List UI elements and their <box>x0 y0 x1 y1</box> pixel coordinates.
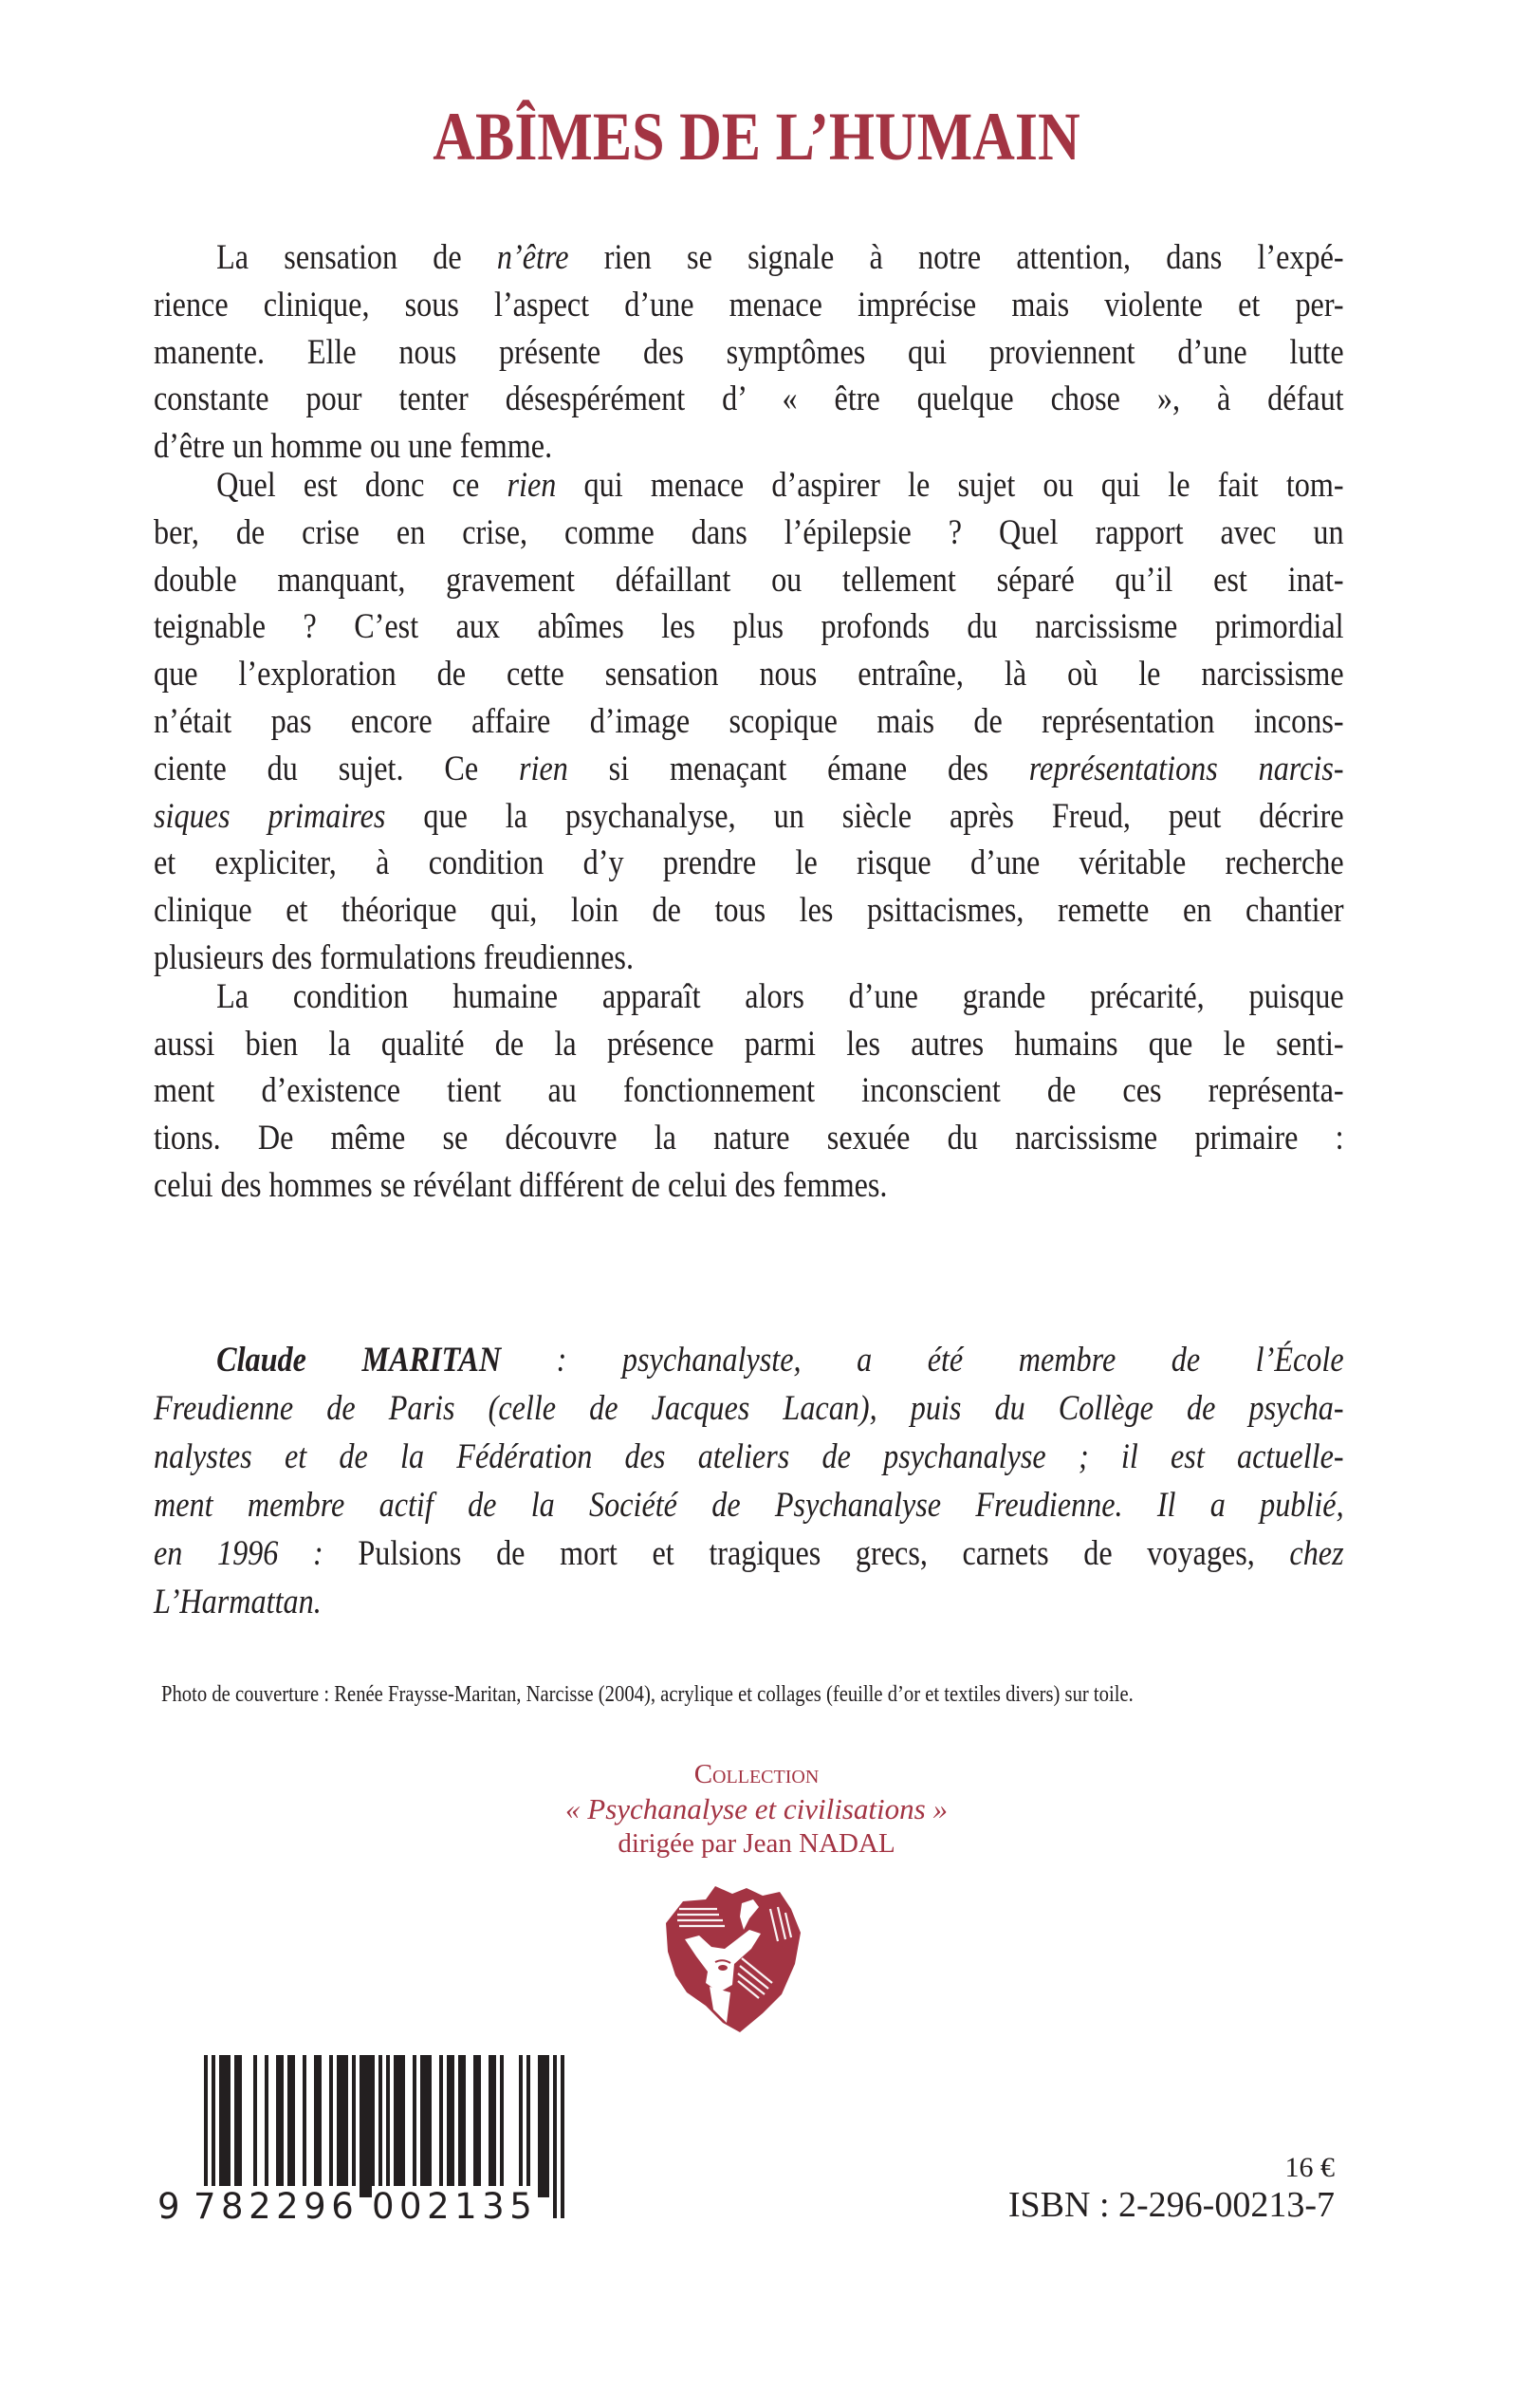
summary-text-run: manente. Elle nous présente des symptômes qui proviennent d’une lutte <box>154 332 1344 372</box>
summary-line <box>154 887 1344 935</box>
emphasis-text: représentations narcis- <box>1028 749 1344 788</box>
emphasis-text: siques primaires <box>154 796 386 836</box>
bio-line: L’Harmattan. <box>154 1583 322 1621</box>
harmattan-logo-icon <box>656 1880 808 2037</box>
summary-text-run: n’était pas encore affaire d’image scopique mais de représentation incons- <box>154 701 1344 741</box>
summary-line <box>154 603 1344 651</box>
summary-text <box>154 234 1343 1210</box>
barcode-right-group: 002135 <box>372 2186 538 2227</box>
bio-line: ment membre actif de la Société de Psychanalyse Freudienne. Il a publié, <box>154 1486 1344 1525</box>
summary-line <box>154 557 1344 604</box>
published-book-title: Pulsions de mort et tragiques grecs, carnets de voyages, <box>358 1534 1255 1573</box>
summary-line <box>154 329 1344 377</box>
summary-text-run: rience clinique, sous l’aspect d’une menace imprécise mais violente et per- <box>154 285 1344 324</box>
summary-line <box>154 1162 1344 1210</box>
summary-line <box>154 1115 1344 1162</box>
summary-text-run: ciente du sujet. Ce <box>154 749 519 788</box>
summary-line <box>154 282 1344 329</box>
summary-text-run: Quel est donc ce <box>216 465 507 505</box>
summary-line <box>154 234 1344 282</box>
collection-director: dirigée par Jean NADAL <box>618 1828 895 1859</box>
collection-block <box>0 1757 1513 1862</box>
summary-line <box>154 462 1344 509</box>
summary-text-run: plusieurs des formulations freudiennes. <box>154 937 634 977</box>
summary-text-run: d’être un homme ou une femme. <box>154 427 553 467</box>
summary-text-run: aussi bien la qualité de la présence parmi les autres humains que le senti- <box>154 1024 1344 1064</box>
summary-line <box>154 973 1344 1021</box>
summary-text-run: La condition humaine apparaît alors d’une grande précarité, puisque <box>216 976 1344 1016</box>
summary-line <box>154 840 1344 887</box>
author-bio <box>154 1336 1343 1626</box>
barcode-left-group: 782296 <box>194 2186 360 2227</box>
summary-line <box>154 651 1344 698</box>
bio-line: nalystes et de la Fédération des ateliers de psychanalyse ; il est actuelle- <box>154 1437 1344 1476</box>
emphasis-text: rien <box>507 465 557 505</box>
summary-text-run: clinique et théorique qui, loin de tous les psittacismes, remette en chantier <box>154 891 1344 931</box>
bio-text: : psychanalyste, a été membre de l’École <box>501 1341 1344 1380</box>
summary-line <box>154 746 1344 793</box>
summary-text-run: ment d’existence tient au fonctionnement inconscient de ces représenta- <box>154 1071 1344 1111</box>
book-title: ABÎMES DE L’HUMAIN <box>433 99 1080 175</box>
summary-text-run: que l’exploration de cette sensation nous entraîne, là où le narcissisme <box>154 655 1344 695</box>
isbn: ISBN : 2-296-00213-7 <box>1007 2185 1335 2225</box>
summary-text-run: et expliciter, à condition d’y prendre le risque d’une véritable recherche <box>154 843 1344 883</box>
summary-line <box>154 509 1344 557</box>
summary-text-run: ber, de crise en crise, comme dans l’épilepsie ? Quel rapport avec un <box>154 512 1344 552</box>
bio-line <box>154 1336 1344 1384</box>
summary-text-run: celui des hommes se révélant différent de celui des femmes. <box>154 1165 888 1205</box>
summary-text-run: tions. De même se découvre la nature sexuée du narcissisme primaire : <box>154 1119 1344 1158</box>
summary-text-run: rien se signale à notre attention, dans l’expé- <box>568 238 1344 277</box>
barcode-digits <box>157 2186 579 2233</box>
summary-text-run: qui menace d’aspirer le sujet ou qui le fait tom- <box>556 465 1344 505</box>
emphasis-text: rien <box>518 749 568 788</box>
barcode-lead-digit: 9 <box>157 2186 186 2227</box>
photo-credit: Photo de couverture : Renée Fraysse-Maritan, Narcisse (2004), acrylique et collages (feuille d’or et textiles divers) sur toile. <box>161 1682 1134 1707</box>
summary-text-run: double manquant, gravement défaillant ou tellement séparé qu’il est inat- <box>154 560 1344 600</box>
summary-line <box>154 1021 1344 1068</box>
summary-text-run: teignable ? C’est aux abîmes les plus profonds du narcissisme primordial <box>154 607 1344 647</box>
bio-text: en 1996 : <box>154 1534 359 1573</box>
bio-line: Freudienne de Paris (celle de Jacques Lacan), puis du Collège de psycha- <box>154 1389 1344 1428</box>
author-name: Claude MARITAN <box>216 1341 502 1380</box>
bio-line <box>154 1529 1344 1578</box>
summary-text-run: si menaçant émane des <box>567 749 1029 788</box>
summary-line <box>154 1067 1344 1115</box>
emphasis-text: n’être <box>496 238 569 277</box>
bio-text: chez <box>1254 1534 1344 1573</box>
collection-series: « Psychanalyse et civilisations » <box>565 1791 948 1825</box>
collection-label: Collection <box>693 1759 820 1789</box>
summary-paragraph <box>154 462 1343 982</box>
summary-paragraph <box>154 973 1343 1210</box>
summary-text-run: La sensation de <box>216 238 497 277</box>
summary-paragraph <box>154 234 1343 471</box>
summary-line <box>154 376 1344 423</box>
summary-text-run: constante pour tenter désespérément d’ « être quelque chose », à défaut <box>154 380 1344 419</box>
summary-line <box>154 698 1344 746</box>
barcode <box>157 2055 579 2240</box>
summary-text-run: que la psychanalyse, un siècle après Freud, peut décrire <box>385 796 1344 836</box>
summary-line <box>154 793 1344 841</box>
price: 16 € <box>1284 2152 1335 2183</box>
